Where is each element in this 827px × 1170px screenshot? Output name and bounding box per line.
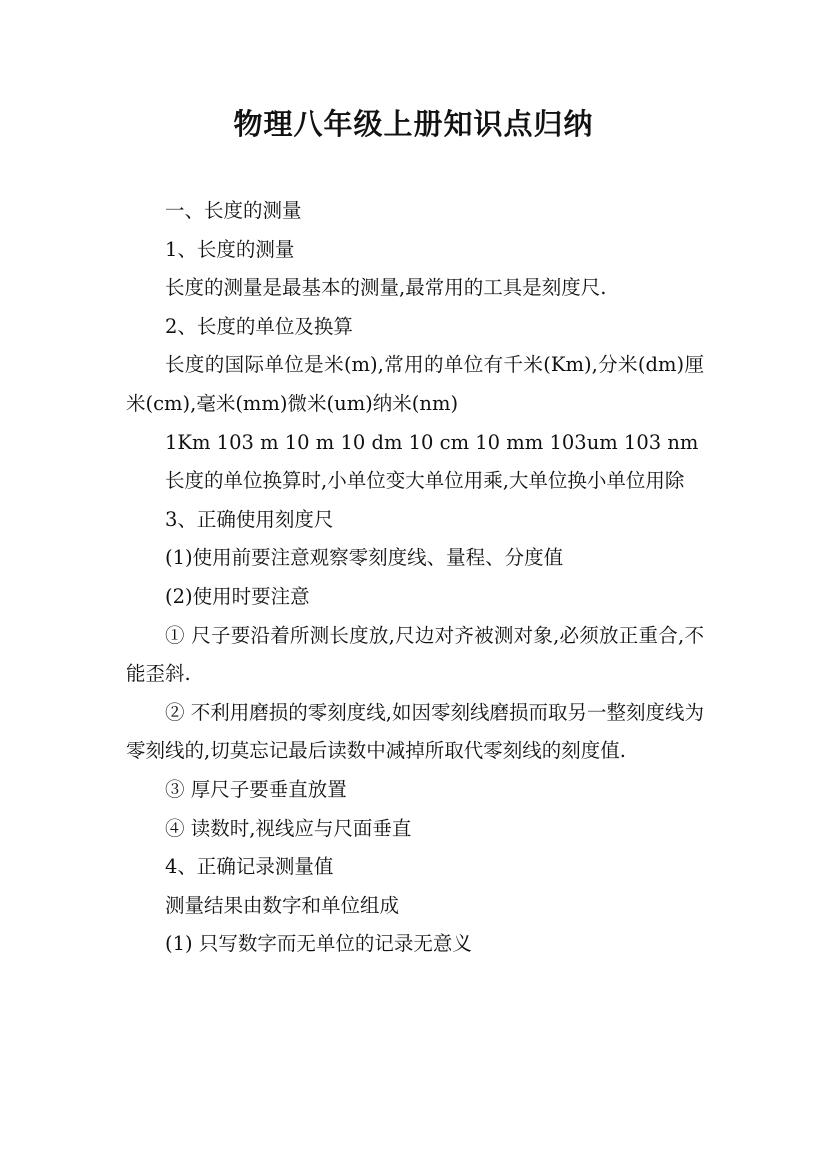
- paragraph: 长度的单位换算时,小单位变大单位用乘,大单位换小单位用除: [165, 469, 685, 493]
- subsection-heading: 4、正确记录测量值: [165, 855, 334, 879]
- paragraph: 1Km 103 m 10 m 10 dm 10 cm 10 mm 103um 103 nm: [165, 430, 699, 454]
- paragraph: 长度的测量是最基本的测量,最常用的工具是刻度尺.: [165, 276, 607, 300]
- list-item: ① 尺子要沿着所测长度放,尺边对齐被测对象,必须放正重合,不能歪斜.: [126, 623, 704, 686]
- list-item: ③ 厚尺子要垂直放置: [165, 777, 347, 801]
- list-item: ② 不利用磨损的零刻度线,如因零刻线磨损而取另一整刻度线为零刻线的,切莫忘记最后读数中减掉所取代零刻线的刻度值.: [126, 700, 704, 763]
- list-item: ④ 读数时,视线应与尺面垂直: [165, 816, 412, 840]
- list-item: (1)使用前要注意观察零刻度线、量程、分度值: [165, 546, 564, 570]
- paragraph: 长度的国际单位是米(m),常用的单位有千米(Km),分米(dm)厘米(cm),毫米(mm)微米(um)纳米(nm): [126, 353, 704, 415]
- document-title: 物理八年级上册知识点归纳: [233, 107, 594, 141]
- subsection-heading: 3、正确使用刻度尺: [165, 507, 334, 531]
- document-body: [126, 192, 704, 964]
- section-heading: 一、长度的测量: [165, 199, 302, 222]
- paragraph: 测量结果由数字和单位组成: [165, 893, 400, 917]
- subsection-heading: 1、长度的测量: [165, 237, 295, 261]
- list-item: (2)使用时要注意: [165, 584, 310, 608]
- subsection-heading: 2、长度的单位及换算: [165, 314, 353, 338]
- list-item: (1) 只写数字而无单位的记录无意义: [165, 932, 472, 956]
